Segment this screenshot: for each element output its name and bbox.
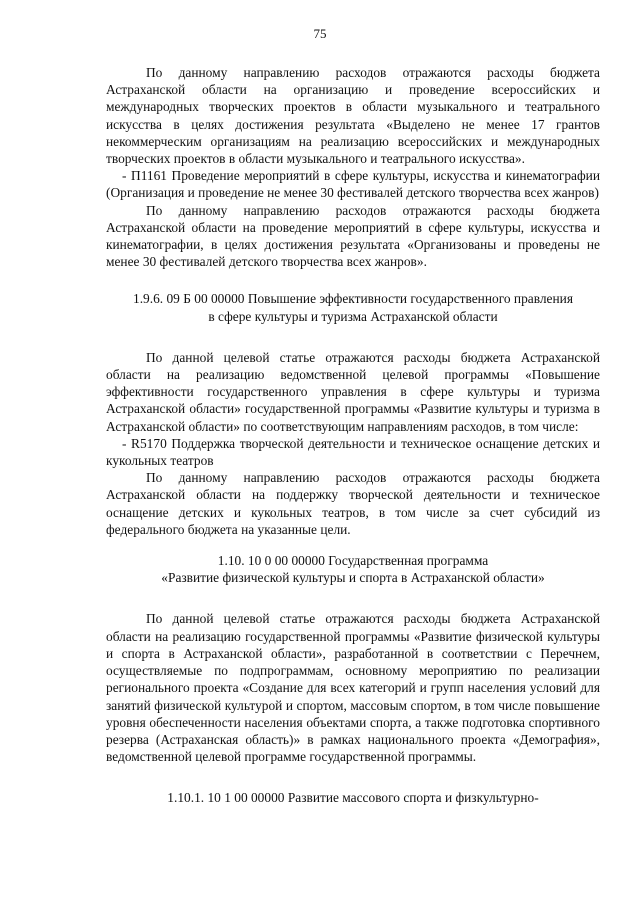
section-heading-1-9-6 <box>106 290 600 324</box>
paragraph-grants-description: По данному направлению расходов отражаются расходы бюджета Астраханской области на организацию и проведение всероссийских и международных творческих проектов в области музыкального и театрального искусства в целях достижения результата «Выделено не менее 17 грантов некоммерческим организациям на реализацию всероссийских и международных творческих проектов в области музыкального и театрального искусства». <box>106 65 600 167</box>
paragraph-sport-program: По данной целевой статье отражаются расходы бюджета Астраханской области на реализацию государственной программы «Развитие физической культуры и спорта в Астраханской области», разработанной в соответствии с Перечнем, осуществляемые по подпрограммам, основному мероприятию по реализации регионального проекта «Создание для всех категорий и групп населения условий для занятий физической культурой и спортом, массовым спортом, в том числе повышение уровня обеспеченности населения объектами спорта, а также подготовка спортивного резерва (Астраханская область)» в рамках национального проекта «Демография», ведомственной целевой программе государственной программы. <box>106 611 600 765</box>
section-heading-1-10-1: 1.10.1. 10 1 00 00000 Развитие массового спорта и физкультурно- <box>167 790 539 806</box>
paragraph-target-program: По данной целевой статье отражаются расходы бюджета Астраханской области на реализацию ведомственной целевой программы «Повышение эффективности государственного управления в сфере культуры и туризма Астраханской области» государственной программы «Развитие культуры и туризма в Астраханской области» по соответствующим направлениям расходов, в том числе: <box>106 349 600 434</box>
section-heading-line: 1.9.6. 09 Б 00 00000 Повышение эффективности государственного правления <box>133 291 573 307</box>
list-item-p1161: - П1161 Проведение мероприятий в сфере культуры, искусства и кинематографии (Организация и проведение не менее 30 фестивалей детского творчества всех жанров) <box>106 168 600 201</box>
paragraph-festivals-description: По данному направлению расходов отражаются расходы бюджета Астраханской области на проведение мероприятий в сфере культуры, искусства и кинематографии, в целях достижения результата «Организованы и проведены не менее 30 фестивалей детского творчества всех жанров». <box>106 202 600 270</box>
section-heading-1-10 <box>106 552 600 586</box>
section-heading-line: 1.10. 10 0 00 00000 Государственная программа <box>217 553 489 569</box>
page-content <box>106 64 600 807</box>
paragraph-theatres-support: По данному направлению расходов отражаются расходы бюджета Астраханской области на поддержку творческой деятельности и техническое оснащение детских и кукольных театров, в том числе за счет субсидий из федерального бюджета на указанные цели. <box>106 470 600 537</box>
section-heading-line: в сфере культуры и туризма Астраханской области <box>208 308 498 324</box>
section-heading-line: «Развитие физической культуры и спорта в Астраханской области» <box>161 570 545 586</box>
page-number: 75 <box>313 26 327 41</box>
list-item-r5170: - R5170 Поддержка творческой деятельности и техническое оснащение детских и кукольных театров <box>106 435 600 469</box>
